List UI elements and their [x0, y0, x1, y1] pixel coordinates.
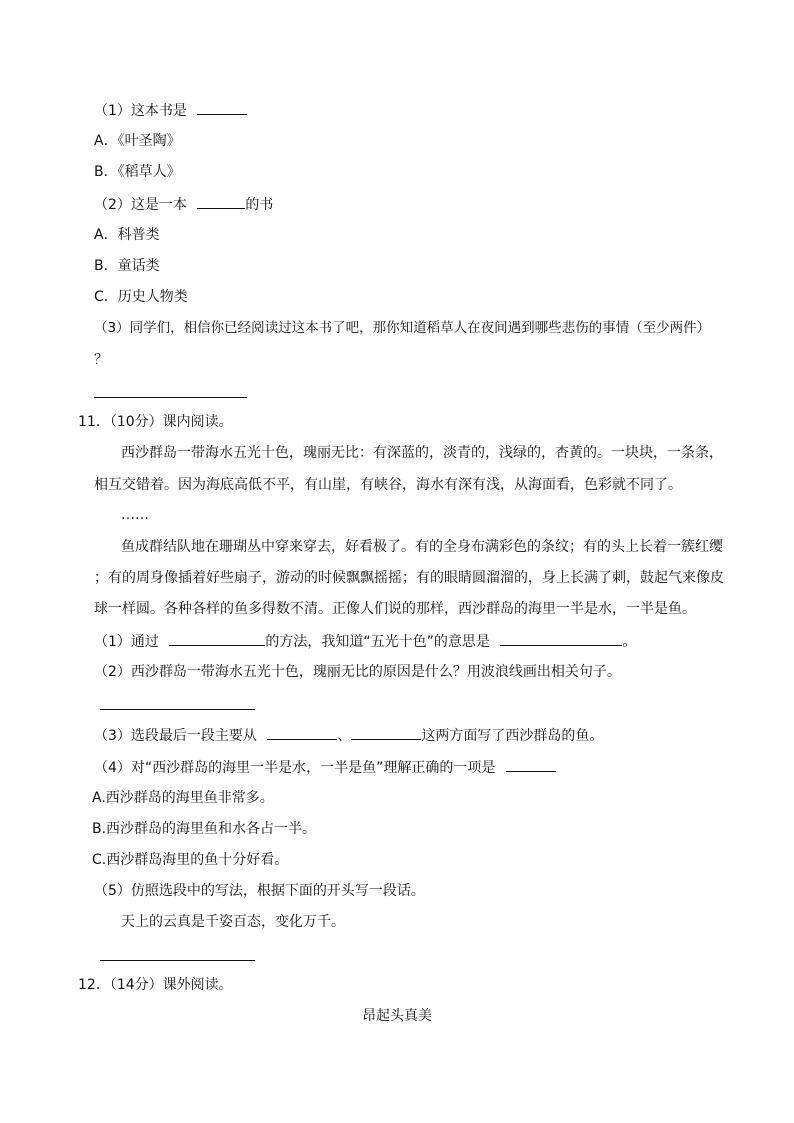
q11-sub5-start: 天上的云真是千姿百态，变化万千。	[121, 914, 345, 930]
answer-blank[interactable]	[506, 757, 556, 772]
passage-line: 鱼成群结队地在珊瑚丛中穿来穿去，好看极了。有的全身布满彩色的条纹；有的头上长着一簇红缨	[121, 539, 723, 555]
passage-line: ；有的周身像插着好些扇子，游动的时候飘飘摇摇；有的眼睛圆溜溜的，身上长满了刺，鼓起气来像皮	[94, 570, 724, 586]
answer-blank[interactable]	[197, 194, 245, 209]
passage-line: 西沙群岛一带海水五光十色，瑰丽无比：有深蓝的，淡青的，浅绿的，杏黄的。一块块，一条条，	[121, 445, 723, 461]
answer-line[interactable]	[100, 960, 255, 961]
q11-header: 11．（10分）课内阅读。	[78, 414, 233, 430]
q11-sub3-text: （3）选段最后一段主要从	[94, 728, 257, 744]
passage-line: 球一样圆。各种各样的鱼多得数不清。正像人们说的那样，西沙群岛的海里一半是水，一半是鱼。	[94, 601, 696, 617]
q11-sub2: （2）西沙群岛一带海水五光十色，瑰丽无比的原因是什么？用波浪线画出相关句子。	[94, 664, 621, 680]
q11-sub3-end: 这两方面写了西沙群岛的鱼。	[421, 728, 604, 744]
passage-title: 昂起头真美	[362, 1008, 432, 1024]
option-a: A．科普类	[94, 227, 160, 243]
option-b: B．《稻草人》	[94, 164, 181, 180]
q12-header: 12．（14分）课外阅读。	[78, 977, 233, 993]
q11-sub4-text: （4）对“西沙群岛的海里一半是水，一半是鱼”理解正确的一项是	[94, 760, 496, 776]
q11-sub1-end: 。	[622, 634, 637, 650]
q11-sub1-text: （1）通过	[94, 634, 159, 650]
answer-line[interactable]	[100, 709, 255, 710]
ellipsis: ……	[121, 507, 149, 523]
q11-sub1-mid: 的方法，我知道“五光十色”的意思是	[265, 634, 490, 650]
option-b: B．童话类	[94, 258, 160, 274]
option-a: A．《叶圣陶》	[94, 133, 181, 149]
q10-sub2-suffix: 的书	[245, 197, 274, 213]
answer-blank[interactable]	[500, 631, 622, 646]
q11-sub3-sep: 、	[337, 728, 352, 744]
q10-sub3: （3）同学们，相信你已经阅读过这本书了吧，那你知道稻草人在夜间遇到哪些悲伤的事情（至少两件）	[94, 320, 711, 336]
q11-sub5: （5）仿照选段中的写法，根据下面的开头写一段话。	[94, 883, 425, 899]
answer-blank[interactable]	[267, 725, 337, 740]
q11-sub4	[94, 757, 556, 778]
passage-line: 相互交错着。因为海底高低不平，有山崖，有峡谷，海水有深有浅，从海面看，色彩就不同了。	[94, 477, 682, 493]
q10-sub1	[94, 100, 247, 121]
answer-blank[interactable]	[197, 100, 247, 115]
answer-line[interactable]	[94, 397, 247, 398]
answer-blank[interactable]	[169, 631, 265, 646]
answer-blank[interactable]	[351, 725, 421, 740]
q11-sub1	[94, 631, 636, 652]
q10-sub2-text: （2）这是一本	[94, 197, 187, 213]
option-b: B.西沙群岛的海里鱼和水各占一半。	[92, 821, 317, 837]
q11-sub3	[94, 725, 603, 746]
option-a: A.西沙群岛的海里鱼非常多。	[92, 790, 274, 806]
q10-sub1-text: （1）这本书是	[94, 103, 187, 119]
option-c: C．历史人物类	[94, 289, 188, 305]
q10-sub2	[94, 194, 273, 215]
q10-sub3-cont: ？	[94, 352, 108, 368]
option-c: C.西沙群岛海里的鱼十分好看。	[92, 852, 289, 868]
